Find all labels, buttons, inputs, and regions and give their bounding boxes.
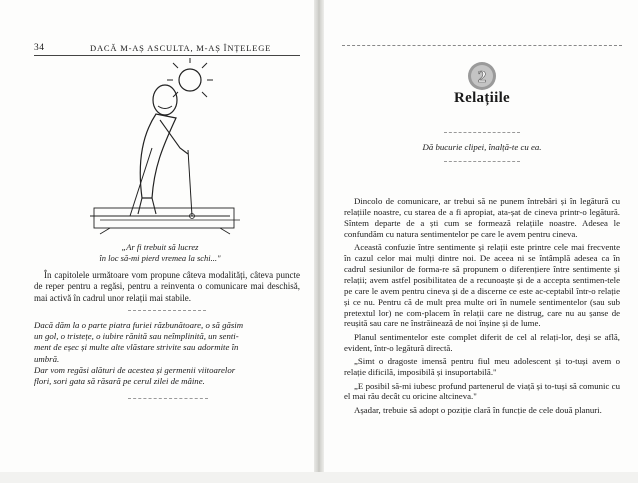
- header-dashed-rule: [342, 45, 622, 46]
- epigraph: Dă bucurie clipei, înalță-te cu ea.: [422, 142, 542, 152]
- quote-paragraph: „Simt o dragoste imensă pentru fiul meu adolescent și to-tuși avem o relație dificilă, imposibilă și insuportabilă.": [344, 356, 620, 378]
- chapter-number: 2: [477, 67, 487, 86]
- poem-line: umbră.: [34, 353, 60, 364]
- running-head: DACĂ M-AȘ ASCULTA, M-AȘ ÎNȚELEGE: [90, 43, 272, 53]
- page-bottom-edge: [0, 472, 638, 483]
- skier-sun-illustration: [80, 58, 250, 238]
- left-page: [0, 0, 316, 483]
- chapter-number-badge: [460, 60, 504, 92]
- page-number: 34: [34, 43, 45, 53]
- left-body-paragraph: În capitolele următoare vom propune câteva modalități, câteva puncte de reper pentru a regăsi, pentru a reinventa o comunicare mai deschisă, mai activă în cadrul unor relații mai stabile.: [34, 270, 300, 303]
- body-paragraph: Dincolo de comunicare, ar trebui să ne punem întrebări și în legătură cu relațiile noastre, cu starea de a fi apropiat, ata-șat de cineva printr-o legătură. Sîntem departe de a ști cum se formează relațiile noastre. Adesea le confundăm cu natura sentimentelor pe care le avem pentru cineva.: [344, 196, 620, 239]
- epigraph-divider-top: [444, 132, 520, 133]
- poem-line: Dar vom regăsi alături de acestea și germenii viitoarelor: [34, 364, 236, 375]
- body-paragraph: Așadar, trebuie să adopt o poziție clară în funcție de cele două planuri.: [354, 404, 602, 415]
- caption-line-2: în loc să-mi pierd vremea la schi...": [99, 253, 221, 263]
- chapter-title: Relațiile: [453, 90, 510, 106]
- poem-block: [34, 320, 300, 387]
- poem-line: ment de eșec și multe alte vlăstare strivite sau adormite în: [34, 342, 239, 353]
- poem-line: un gol, o tristețe, o iubire rănită sau neîmplinită, un senti-: [34, 331, 239, 342]
- quote-paragraph: „E posibil să-mi iubesc profund partenerul de viață și to-tuși să comunic cu el mai rău decât cu oricine altcineva.": [344, 380, 620, 402]
- ornament-divider-bottom: [128, 398, 208, 399]
- poem-line: Dacă dăm la o parte piatra furiei răzbunătoare, o să găsim: [34, 320, 244, 330]
- chapter-badge-icon: [460, 60, 504, 92]
- ornament-divider-top: [128, 310, 206, 311]
- poem-line: flori, sori gata să răsară pe cerul zilei de mâine.: [34, 376, 205, 387]
- illustration-caption: [50, 242, 270, 264]
- right-page: [322, 0, 638, 483]
- epigraph-divider-bottom: [444, 161, 520, 162]
- body-paragraph: Planul sentimentelor este complet diferit de cel al relați-lor, deși se află, evident, într-o legătură directă.: [344, 331, 620, 353]
- body-paragraph: Această confuzie între sentimente și relații este printre cele mai frecvente în cazul celor mai mulți dintre noi. De aceea ni se întâmplă adesea ca în cadrul sesiunilor de forma-re să propunem o diferențiere între sentimente și relații; avem astfel posibilitatea de a recunoaște și de a accepta sentimen-tele pe care le avem pentru cineva și de a discerne ce este ac-ceptabil într-o relație și ce nu. Pentru că de mult prea multe ori în numele sentimentelor (sau sub pretextul lor) ne com-placem în relații care ne distrug, care nu au șanse de reușită sau care ne înstrăinează de noi înșine și de lume.: [344, 242, 620, 329]
- right-body-text: [344, 196, 620, 418]
- header-rule: [34, 55, 300, 56]
- caption-line-1: „Ar fi trebuit să lucrez: [121, 242, 199, 252]
